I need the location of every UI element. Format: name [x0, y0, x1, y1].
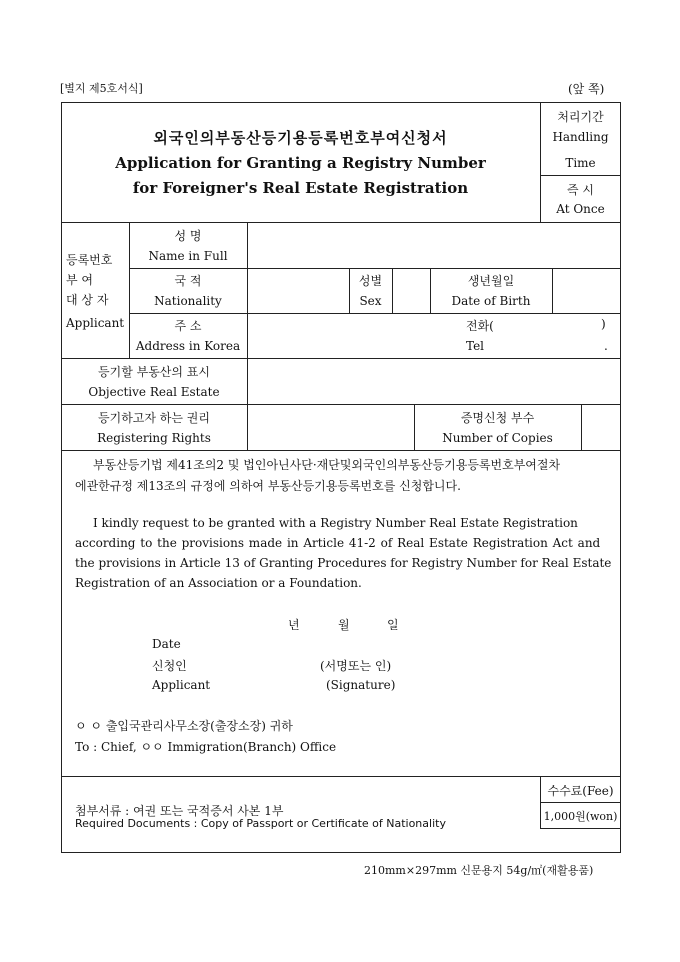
fee-amount: 1,000원(won)	[543, 810, 618, 823]
signature-field[interactable]	[200, 655, 310, 697]
title-korean: 외국인의부동산등기용등록번호부여신청서	[153, 129, 448, 147]
form-number: [별지 제5호서식]	[60, 82, 143, 95]
copies-label: 증명신청 부수 Number of Copies	[442, 410, 553, 445]
dob-field[interactable]	[553, 269, 620, 312]
phone-label-en: Tel	[466, 339, 485, 353]
page-side-label: (앞 쪽)	[568, 82, 605, 96]
address-label: 주 소 Address in Korea	[135, 319, 241, 353]
body-korean-line2: 에관한규정 제13조의 규정에 의하여 부동산등기용등록번호를 신청합니다.	[75, 479, 461, 493]
signature-seal-en: (Signature)	[326, 678, 396, 692]
address-field[interactable]	[248, 314, 620, 357]
body-korean-line1: 부동산등기법 제41조의2 및 법인아닌사단·재단및외국인의부동산등기용등록번호부여절차	[93, 458, 561, 472]
attachment-english: Required Documents : Copy of Passport or Certificate of Nationality	[75, 817, 446, 830]
body-english-line4: Registration of an Association or a Foundation.	[75, 576, 362, 590]
handling-value-en: At Once	[556, 202, 605, 216]
name-label: 성 명 Name in Full	[148, 229, 228, 263]
nationality-field[interactable]	[248, 269, 348, 312]
applicant-sign-label-ko: 신청인	[152, 659, 187, 673]
sex-field[interactable]	[393, 269, 429, 312]
applicant-section-label: 등록번호 부 여 대 상 자 Applicant	[66, 253, 125, 330]
recipient-english: To : Chief, ㅇㅇ Immigration(Branch) Office	[75, 740, 337, 754]
real-estate-field[interactable]	[248, 359, 620, 403]
nationality-label: 국 적 Nationality	[154, 274, 222, 308]
date-label-en: Date	[152, 637, 181, 651]
phone-label-ko: 전화(	[466, 319, 494, 333]
copies-field[interactable]	[582, 405, 620, 449]
sex-label: 성별 Sex	[358, 274, 383, 308]
date-year-label: 년	[288, 618, 300, 632]
paper-spec: 210mm×297mm 신문용지 54g/㎡(재활용품)	[364, 864, 594, 877]
date-day-label: 일	[387, 618, 399, 632]
body-english-line1: I kindly request to be granted with a Registry Number Real Estate Registration	[93, 516, 578, 530]
recipient-korean: ㅇ ㅇ 출입국관리사무소장(출장소장) 귀하	[75, 719, 293, 733]
handling-label-en1: Handling	[552, 130, 609, 144]
attachment-korean: 첨부서류 : 여권 또는 국적증서 사본 1부	[75, 804, 284, 818]
name-field[interactable]	[248, 223, 620, 267]
handling-value-ko: 즉 시	[567, 183, 594, 197]
fee-label: 수수료(Fee)	[547, 784, 614, 798]
handling-label-ko: 처리기간	[557, 110, 604, 124]
handling-label-en2: Time	[565, 156, 596, 170]
title-english-line2: for Foreigner's Real Estate Registration	[132, 179, 469, 197]
phone-close-paren: )	[601, 317, 606, 331]
rights-label: 등기하고자 하는 권리 Registering Rights	[97, 410, 211, 445]
title-english-line1: Application for Granting a Registry Number	[115, 154, 486, 172]
body-english-line2: according to the provisions made in Article 41-2 of Real Estate Registration Act and	[75, 536, 601, 550]
body-english-line3: the provisions in Article 13 of Granting Procedures for Registry Number for Real Estate	[75, 556, 612, 570]
phone-dot: .	[604, 339, 608, 353]
date-month-label: 월	[338, 618, 350, 632]
applicant-sign-label-en: Applicant	[152, 678, 211, 692]
dob-label: 생년월일 Date of Birth	[451, 274, 531, 308]
signature-seal-ko: (서명또는 인)	[320, 659, 392, 673]
real-estate-label: 등기할 부동산의 표시 Objective Real Estate	[88, 364, 220, 399]
rights-field[interactable]	[248, 405, 413, 449]
